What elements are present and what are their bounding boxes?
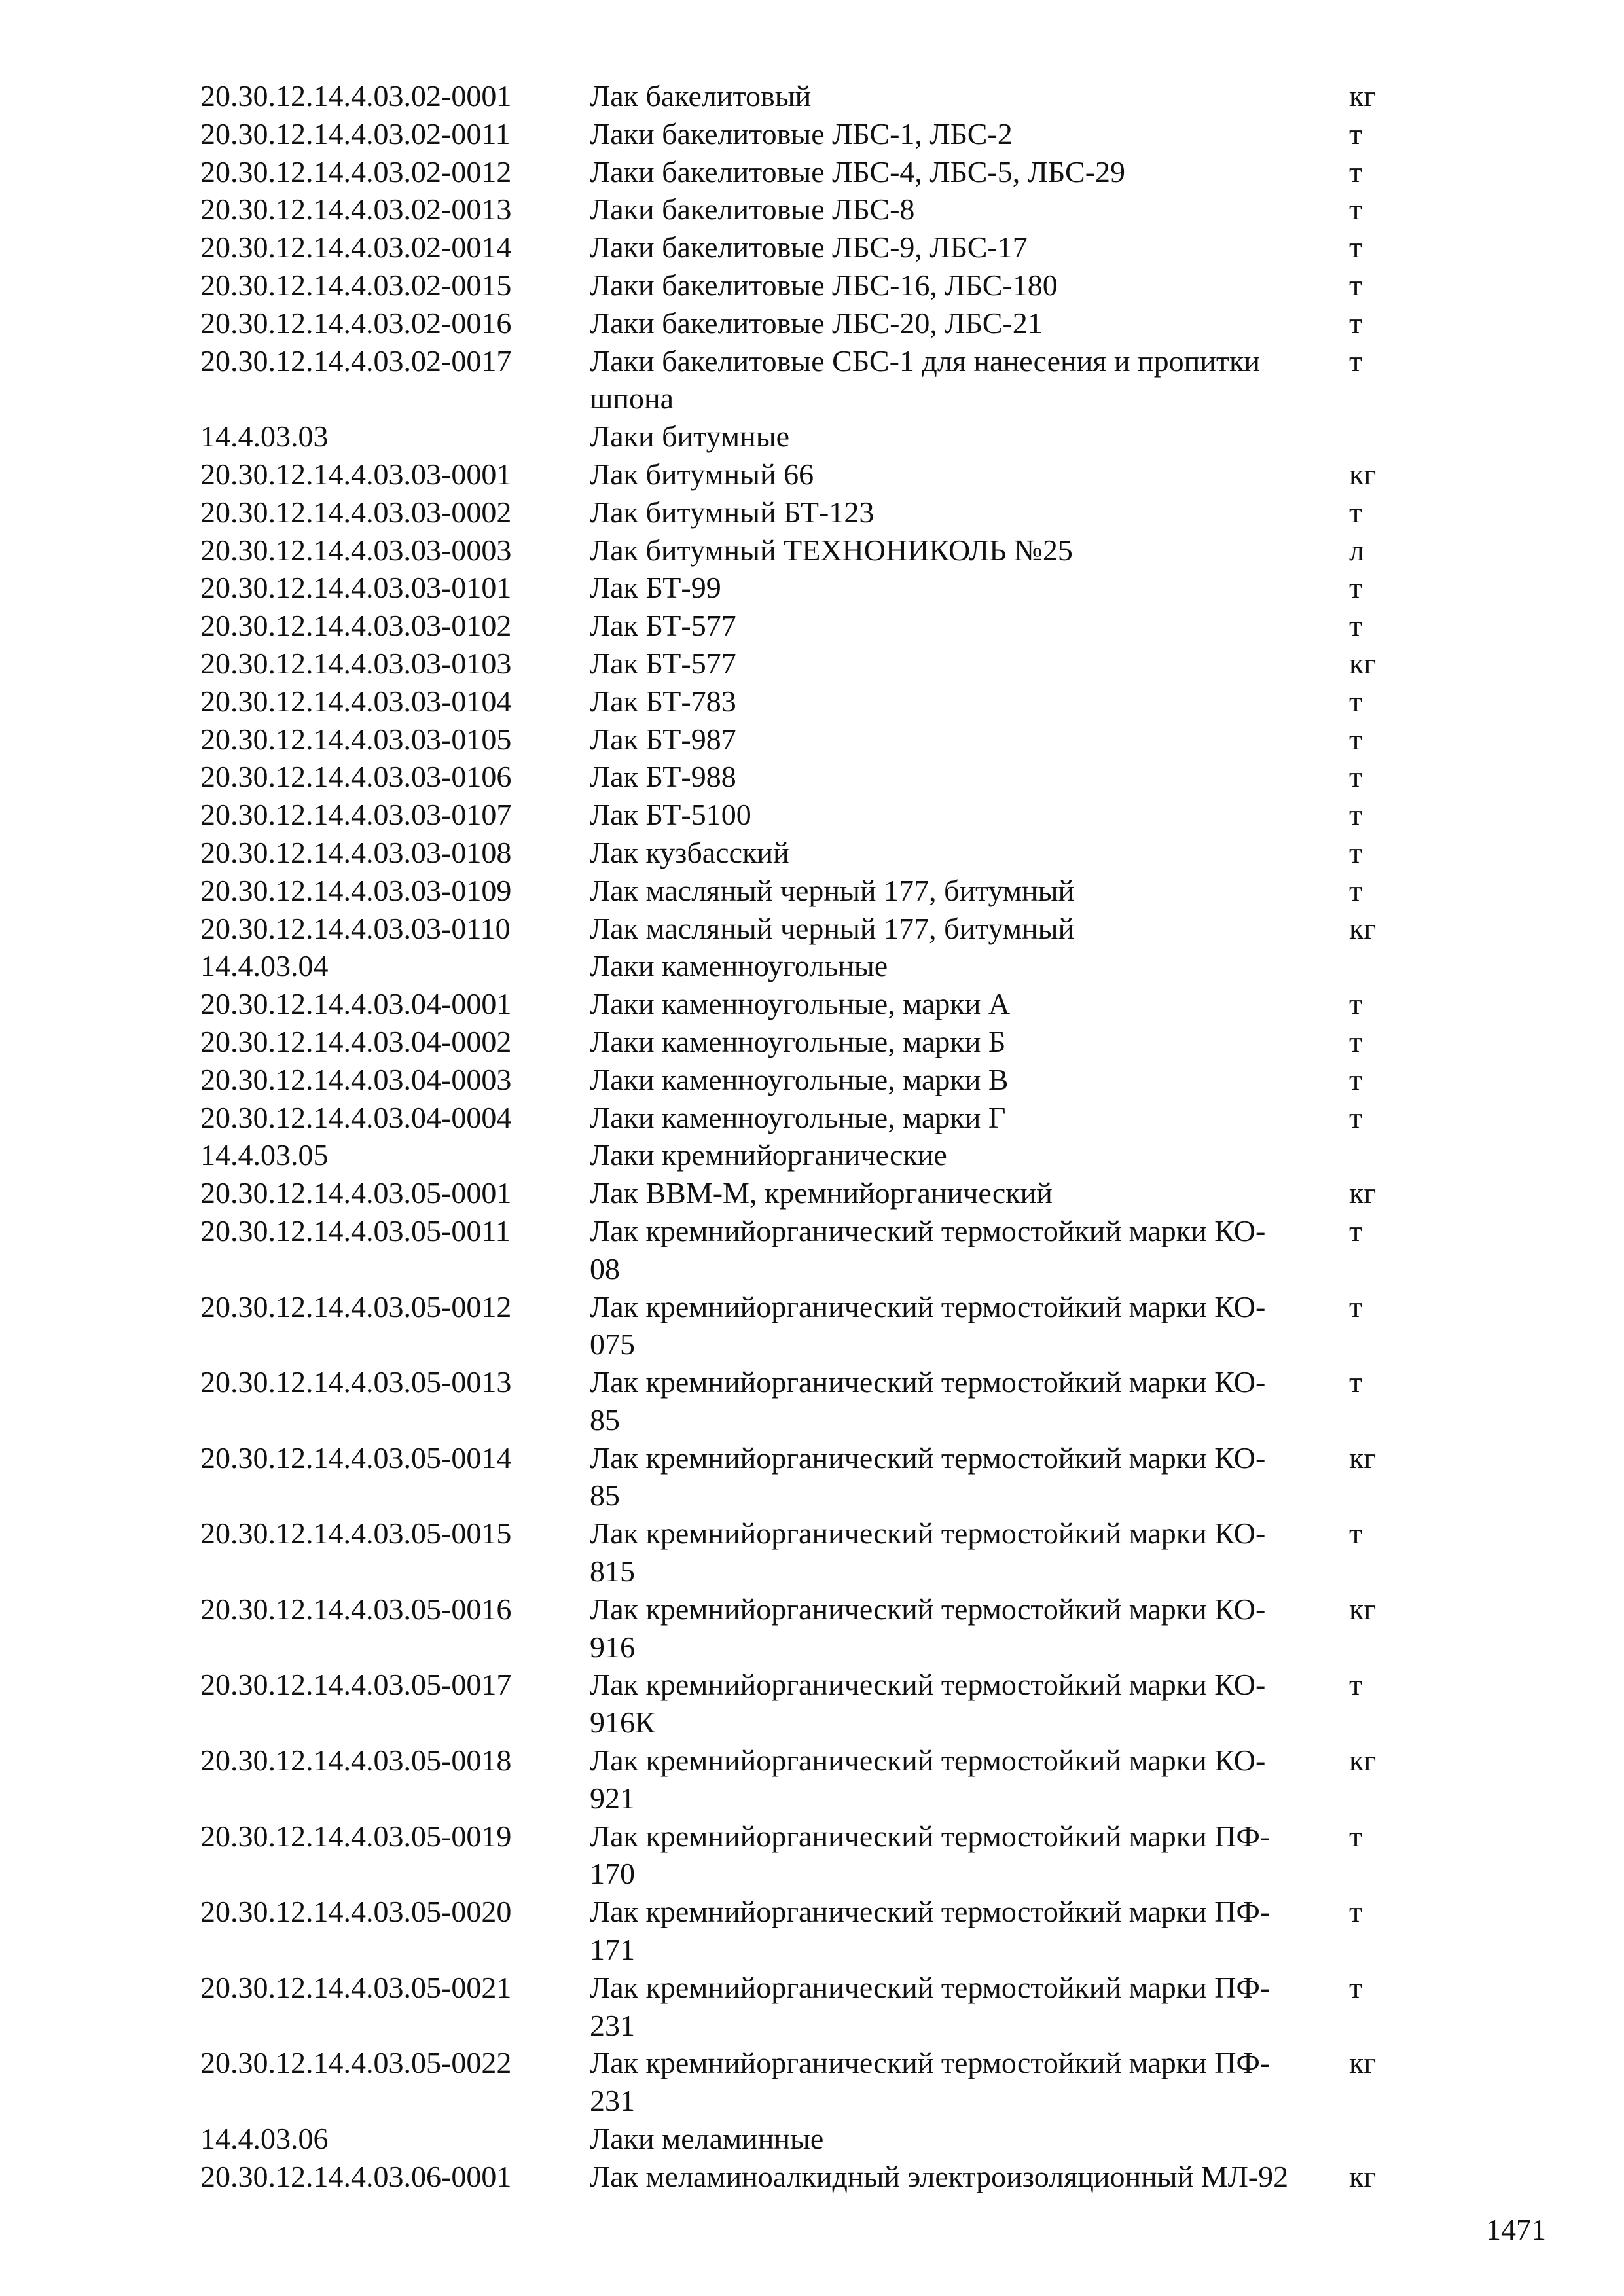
row-code: 20.30.12.14.4.03.05-0016	[200, 1592, 512, 1626]
table-row	[200, 1212, 1431, 1288]
row-code: 14.4.03.06	[200, 2122, 329, 2156]
row-code: 20.30.12.14.4.03.05-0019	[200, 1819, 512, 1853]
table-row	[200, 910, 1431, 948]
row-name: Лаки меламинные	[590, 2122, 824, 2156]
row-code: 20.30.12.14.4.03.03-0107	[200, 798, 512, 832]
table-row	[200, 1174, 1431, 1212]
row-unit: т	[1349, 684, 1363, 718]
row-unit: кг	[1349, 1176, 1377, 1210]
row-name: Лаки каменноугольные	[590, 949, 888, 983]
row-name: Лак кремнийорганический термостойкий марки ПФ- 171	[590, 1895, 1271, 1967]
row-name: Лаки бакелитовые ЛБС-16, ЛБС-180	[590, 268, 1058, 302]
row-name: Лак масляный черный 177, битумный	[590, 911, 1075, 945]
row-name: Лак БТ-577	[590, 646, 736, 680]
row-unit: т	[1349, 117, 1363, 151]
table-row	[200, 115, 1431, 153]
row-name: Лак БТ-577	[590, 609, 736, 643]
row-code: 20.30.12.14.4.03.02-0011	[200, 117, 511, 151]
row-code: 20.30.12.14.4.03.03-0003	[200, 533, 512, 567]
row-unit: кг	[1349, 911, 1377, 945]
row-code: 20.30.12.14.4.03.02-0015	[200, 268, 512, 302]
row-name: Лак бакелитовый	[590, 79, 812, 113]
row-unit: т	[1349, 835, 1363, 869]
row-unit: т	[1349, 306, 1363, 340]
row-unit: т	[1349, 1668, 1363, 1702]
row-code: 20.30.12.14.4.03.05-0021	[200, 1970, 512, 2004]
row-code: 20.30.12.14.4.03.05-0014	[200, 1441, 512, 1475]
table-row	[200, 683, 1431, 721]
table-row	[200, 153, 1431, 191]
table-row	[200, 1742, 1431, 1818]
row-name: Лак кремнийорганический термостойкий марки КО- 815	[590, 1516, 1266, 1588]
row-name: Лак меламиноалкидный электроизоляционный МЛ-92	[590, 2159, 1289, 2193]
row-name: Лак кремнийорганический термостойкий марки КО- 85	[590, 1365, 1266, 1437]
table-row	[200, 1061, 1431, 1099]
row-unit: т	[1349, 1970, 1363, 2004]
row-name: Лак кремнийорганический термостойкий марки КО- 916	[590, 1592, 1266, 1664]
row-code: 20.30.12.14.4.03.03-0103	[200, 646, 512, 680]
table-row	[200, 834, 1431, 872]
table-row	[200, 645, 1431, 683]
row-name: Лак кремнийорганический термостойкий марки КО- 075	[590, 1289, 1266, 1361]
table-row	[200, 266, 1431, 304]
row-code: 20.30.12.14.4.03.03-0109	[200, 873, 512, 907]
row-name: Лак БТ-99	[590, 571, 721, 605]
row-code: 20.30.12.14.4.03.05-0022	[200, 2046, 512, 2080]
table-row	[200, 1363, 1431, 1439]
row-name: Лаки каменноугольные, марки Б	[590, 1024, 1006, 1058]
row-unit: кг	[1349, 646, 1377, 680]
table-row	[200, 1288, 1431, 1364]
table-row	[200, 531, 1431, 569]
materials-table	[200, 77, 1431, 2196]
table-row	[200, 456, 1431, 493]
table-row	[200, 1818, 1431, 1893]
row-code: 20.30.12.14.4.03.05-0015	[200, 1516, 512, 1551]
row-code: 20.30.12.14.4.03.03-0102	[200, 609, 512, 643]
row-name: Лак кремнийорганический термостойкий марки ПФ- 231	[590, 2046, 1271, 2118]
row-unit: т	[1349, 1100, 1363, 1134]
row-code: 20.30.12.14.4.03.05-0001	[200, 1176, 512, 1210]
row-unit: т	[1349, 1213, 1363, 1247]
row-unit: т	[1349, 722, 1363, 756]
row-code: 20.30.12.14.4.03.05-0013	[200, 1365, 512, 1399]
row-name: Лак битумный БТ-123	[590, 495, 875, 529]
table-row	[200, 1023, 1431, 1061]
table-row	[200, 493, 1431, 531]
row-code: 20.30.12.14.4.03.03-0104	[200, 684, 512, 718]
row-name: Лак БТ-783	[590, 684, 736, 718]
row-name: Лак масляный черный 177, битумный	[590, 873, 1075, 907]
table-row	[200, 190, 1431, 228]
table-row	[200, 228, 1431, 266]
row-name: Лаки бакелитовые ЛБС-1, ЛБС-2	[590, 117, 1013, 151]
row-unit: т	[1349, 268, 1363, 302]
table-row	[200, 985, 1431, 1023]
table-row	[200, 721, 1431, 759]
row-code: 20.30.12.14.4.03.02-0014	[200, 230, 512, 264]
row-name: Лак кремнийорганический термостойкий марки КО- 85	[590, 1441, 1266, 1513]
row-unit: л	[1349, 533, 1364, 567]
row-unit: кг	[1349, 1441, 1377, 1475]
row-unit: т	[1349, 1024, 1363, 1058]
row-unit: т	[1349, 1516, 1363, 1551]
row-code: 20.30.12.14.4.03.03-0106	[200, 760, 512, 794]
row-code: 20.30.12.14.4.03.04-0004	[200, 1100, 512, 1134]
table-row	[200, 2158, 1431, 2196]
row-name: Лак ВВМ-М, кремнийорганический	[590, 1176, 1053, 1210]
table-row	[200, 569, 1431, 607]
section-header-row	[200, 418, 1431, 456]
row-name: Лак кремнийорганический термостойкий марки КО- 916К	[590, 1668, 1266, 1740]
row-name: Лак кузбасский	[590, 835, 789, 869]
row-unit: кг	[1349, 1744, 1377, 1778]
row-name: Лаки бакелитовые ЛБС-9, ЛБС-17	[590, 230, 1028, 264]
row-code: 20.30.12.14.4.03.05-0011	[200, 1213, 511, 1247]
row-unit: кг	[1349, 79, 1377, 113]
row-unit: т	[1349, 609, 1363, 643]
row-name: Лак кремнийорганический термостойкий марки КО- 921	[590, 1744, 1266, 1815]
row-code: 20.30.12.14.4.03.04-0002	[200, 1024, 512, 1058]
table-row	[200, 758, 1431, 796]
table-row	[200, 304, 1431, 342]
row-name: Лак кремнийорганический термостойкий марки ПФ- 231	[590, 1970, 1271, 2042]
page-number: 1471	[1486, 2213, 1546, 2246]
section-header-row	[200, 947, 1431, 985]
row-code: 20.30.12.14.4.03.02-0017	[200, 344, 512, 378]
row-unit: т	[1349, 154, 1363, 188]
row-code: 20.30.12.14.4.03.03-0105	[200, 722, 512, 756]
row-code: 20.30.12.14.4.03.05-0020	[200, 1895, 512, 1929]
table-row	[200, 1515, 1431, 1590]
section-header-row	[200, 1136, 1431, 1174]
row-code: 20.30.12.14.4.03.03-0001	[200, 457, 512, 491]
row-unit: кг	[1349, 457, 1377, 491]
table-row	[200, 796, 1431, 834]
row-name: Лак БТ-5100	[590, 798, 751, 832]
table-row	[200, 77, 1431, 115]
row-name: Лаки каменноугольные, марки В	[590, 1062, 1009, 1096]
row-name: Лак битумный 66	[590, 457, 814, 491]
row-unit: кг	[1349, 2159, 1377, 2193]
row-code: 14.4.03.05	[200, 1138, 329, 1172]
table-row	[200, 607, 1431, 645]
row-name: Лак кремнийорганический термостойкий марки КО- 08	[590, 1213, 1266, 1285]
row-code: 20.30.12.14.4.03.03-0110	[200, 911, 511, 945]
row-unit: т	[1349, 1895, 1363, 1929]
row-unit: т	[1349, 571, 1363, 605]
row-unit: т	[1349, 1289, 1363, 1323]
table-row	[200, 342, 1431, 418]
row-name: Лак кремнийорганический термостойкий марки ПФ- 170	[590, 1819, 1271, 1891]
row-unit: т	[1349, 344, 1363, 378]
row-unit: т	[1349, 230, 1363, 264]
row-name: Лаки бакелитовые ЛБС-4, ЛБС-5, ЛБС-29	[590, 154, 1126, 188]
row-unit: т	[1349, 1062, 1363, 1096]
row-code: 20.30.12.14.4.03.03-0101	[200, 571, 512, 605]
row-code: 20.30.12.14.4.03.02-0012	[200, 154, 512, 188]
row-name: Лаки каменноугольные, марки А	[590, 987, 1011, 1021]
table-row	[200, 2044, 1431, 2120]
row-name: Лаки кремнийорганические	[590, 1138, 947, 1172]
row-code: 20.30.12.14.4.03.02-0016	[200, 306, 512, 340]
row-unit: т	[1349, 192, 1363, 226]
table-row	[200, 1439, 1431, 1515]
row-unit: т	[1349, 495, 1363, 529]
row-name: Лаки бакелитовые ЛБС-20, ЛБС-21	[590, 306, 1043, 340]
section-header-row	[200, 2120, 1431, 2158]
row-name: Лак БТ-987	[590, 722, 736, 756]
row-name: Лак БТ-988	[590, 760, 736, 794]
row-code: 20.30.12.14.4.03.04-0001	[200, 987, 512, 1021]
table-row	[200, 1590, 1431, 1666]
row-code: 14.4.03.04	[200, 949, 329, 983]
row-code: 20.30.12.14.4.03.03-0108	[200, 835, 512, 869]
row-unit: т	[1349, 1365, 1363, 1399]
row-name: Лаки каменноугольные, марки Г	[590, 1100, 1006, 1134]
row-code: 20.30.12.14.4.03.05-0017	[200, 1668, 512, 1702]
row-unit: т	[1349, 760, 1363, 794]
row-unit: т	[1349, 873, 1363, 907]
row-name: Лаки бакелитовые СБС-1 для нанесения и пропитки шпона	[590, 344, 1260, 416]
row-unit: т	[1349, 1819, 1363, 1853]
row-code: 14.4.03.03	[200, 420, 329, 454]
table-row	[200, 872, 1431, 910]
row-unit: т	[1349, 987, 1363, 1021]
table-row	[200, 1893, 1431, 1969]
table-row	[200, 1099, 1431, 1137]
row-unit: кг	[1349, 2046, 1377, 2080]
row-code: 20.30.12.14.4.03.02-0013	[200, 192, 512, 226]
row-code: 20.30.12.14.4.03.05-0018	[200, 1744, 512, 1778]
row-code: 20.30.12.14.4.03.04-0003	[200, 1062, 512, 1096]
row-code: 20.30.12.14.4.03.05-0012	[200, 1289, 512, 1323]
table-row	[200, 1969, 1431, 2045]
row-unit: кг	[1349, 1592, 1377, 1626]
row-code: 20.30.12.14.4.03.06-0001	[200, 2159, 512, 2193]
row-name: Лаки битумные	[590, 420, 790, 454]
row-name: Лак битумный ТЕХНОНИКОЛЬ №25	[590, 533, 1073, 567]
row-unit: т	[1349, 798, 1363, 832]
row-code: 20.30.12.14.4.03.02-0001	[200, 79, 512, 113]
row-name: Лаки бакелитовые ЛБС-8	[590, 192, 915, 226]
table-row	[200, 1666, 1431, 1742]
row-code: 20.30.12.14.4.03.03-0002	[200, 495, 512, 529]
